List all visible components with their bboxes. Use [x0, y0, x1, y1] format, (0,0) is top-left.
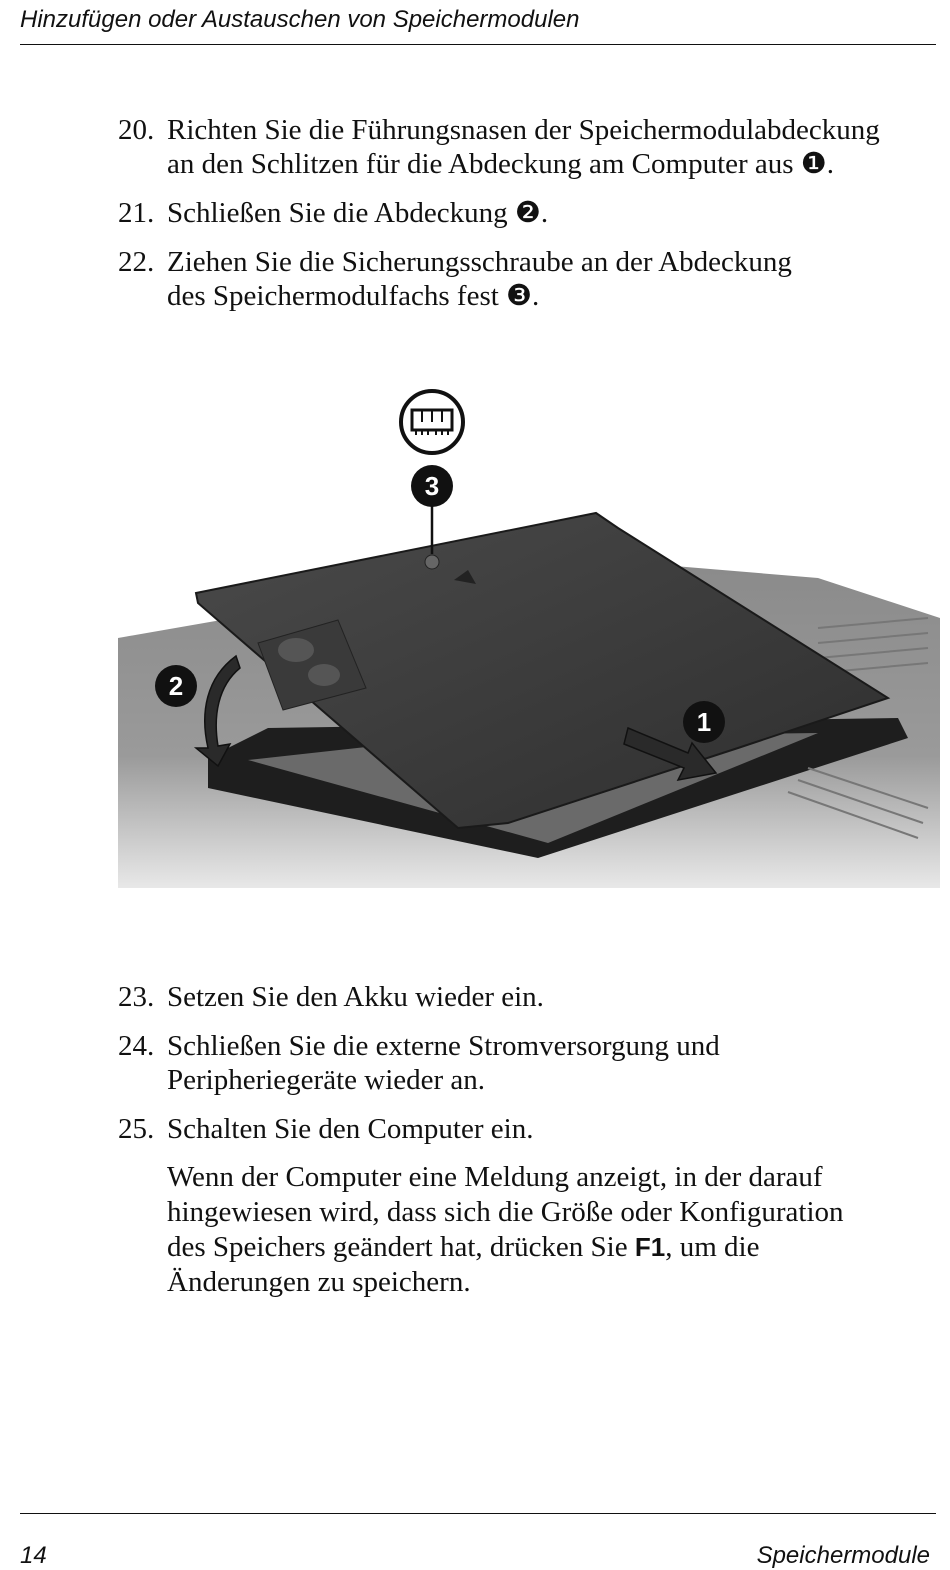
step-21	[118, 196, 549, 230]
step-24	[118, 1029, 720, 1096]
page-number: 14	[20, 1542, 47, 1569]
header-rule	[20, 44, 936, 45]
svg-text:2: 2	[168, 671, 184, 701]
svg-text:3: 3	[424, 471, 440, 501]
step-number: 25.	[118, 1113, 155, 1145]
running-head: Hinzufügen oder Austauschen von Speichermodulen	[20, 6, 580, 33]
step-number: 20.	[118, 114, 155, 146]
step-text-line: des Speichermodulfachs fest ❸.	[167, 280, 540, 312]
step-23	[118, 980, 544, 1014]
note-line: Wenn der Computer eine Meldung anzeigt, in der darauf	[167, 1161, 823, 1193]
step-20	[118, 113, 880, 180]
step-text-line: Schalten Sie den Computer ein.	[167, 1113, 534, 1145]
svg-text:1: 1	[696, 707, 712, 737]
footer-rule	[20, 1513, 936, 1514]
callout-1	[683, 701, 725, 743]
step-text-line: an den Schlitzen für die Abdeckung am Computer aus ❶.	[167, 148, 835, 180]
note-line: Änderungen zu speichern.	[167, 1266, 471, 1298]
step-text-line: Ziehen Sie die Sicherungsschraube an der Abdeckung	[167, 246, 792, 278]
cover-hole	[308, 664, 340, 686]
step-number: 23.	[118, 981, 155, 1013]
step-text-line: Richten Sie die Führungsnasen der Speichermodulabdeckung	[167, 114, 880, 146]
step-number: 21.	[118, 197, 155, 229]
key-f1: F1	[634, 1232, 666, 1262]
memory-module-icon	[401, 391, 463, 453]
memory-cover-illustration	[118, 388, 940, 900]
step-number: 22.	[118, 246, 155, 278]
callout-2	[155, 665, 197, 707]
step-text-line: Schließen Sie die externe Stromversorgung und	[167, 1030, 720, 1062]
note-text: , um die	[665, 1231, 760, 1263]
step-text-line: Schließen Sie die Abdeckung ❷.	[167, 197, 549, 229]
footer-section: Speichermodule	[756, 1542, 930, 1569]
note-paragraph	[167, 1160, 927, 1300]
step-text-line: Setzen Sie den Akku wieder ein.	[167, 981, 544, 1013]
note-text: des Speichers geändert hat, drücken Sie	[167, 1231, 635, 1263]
step-text-line: Peripheriegeräte wieder an.	[167, 1064, 486, 1096]
note-line: hingewiesen wird, dass sich die Größe oder Konfiguration	[167, 1196, 844, 1228]
step-number: 24.	[118, 1030, 155, 1062]
screw-icon	[425, 555, 439, 569]
step-22	[118, 245, 792, 312]
illustration-svg	[118, 388, 940, 900]
callout-3	[411, 465, 453, 507]
step-25	[118, 1112, 534, 1146]
cover-hole	[278, 638, 314, 662]
note-line	[167, 1230, 927, 1265]
